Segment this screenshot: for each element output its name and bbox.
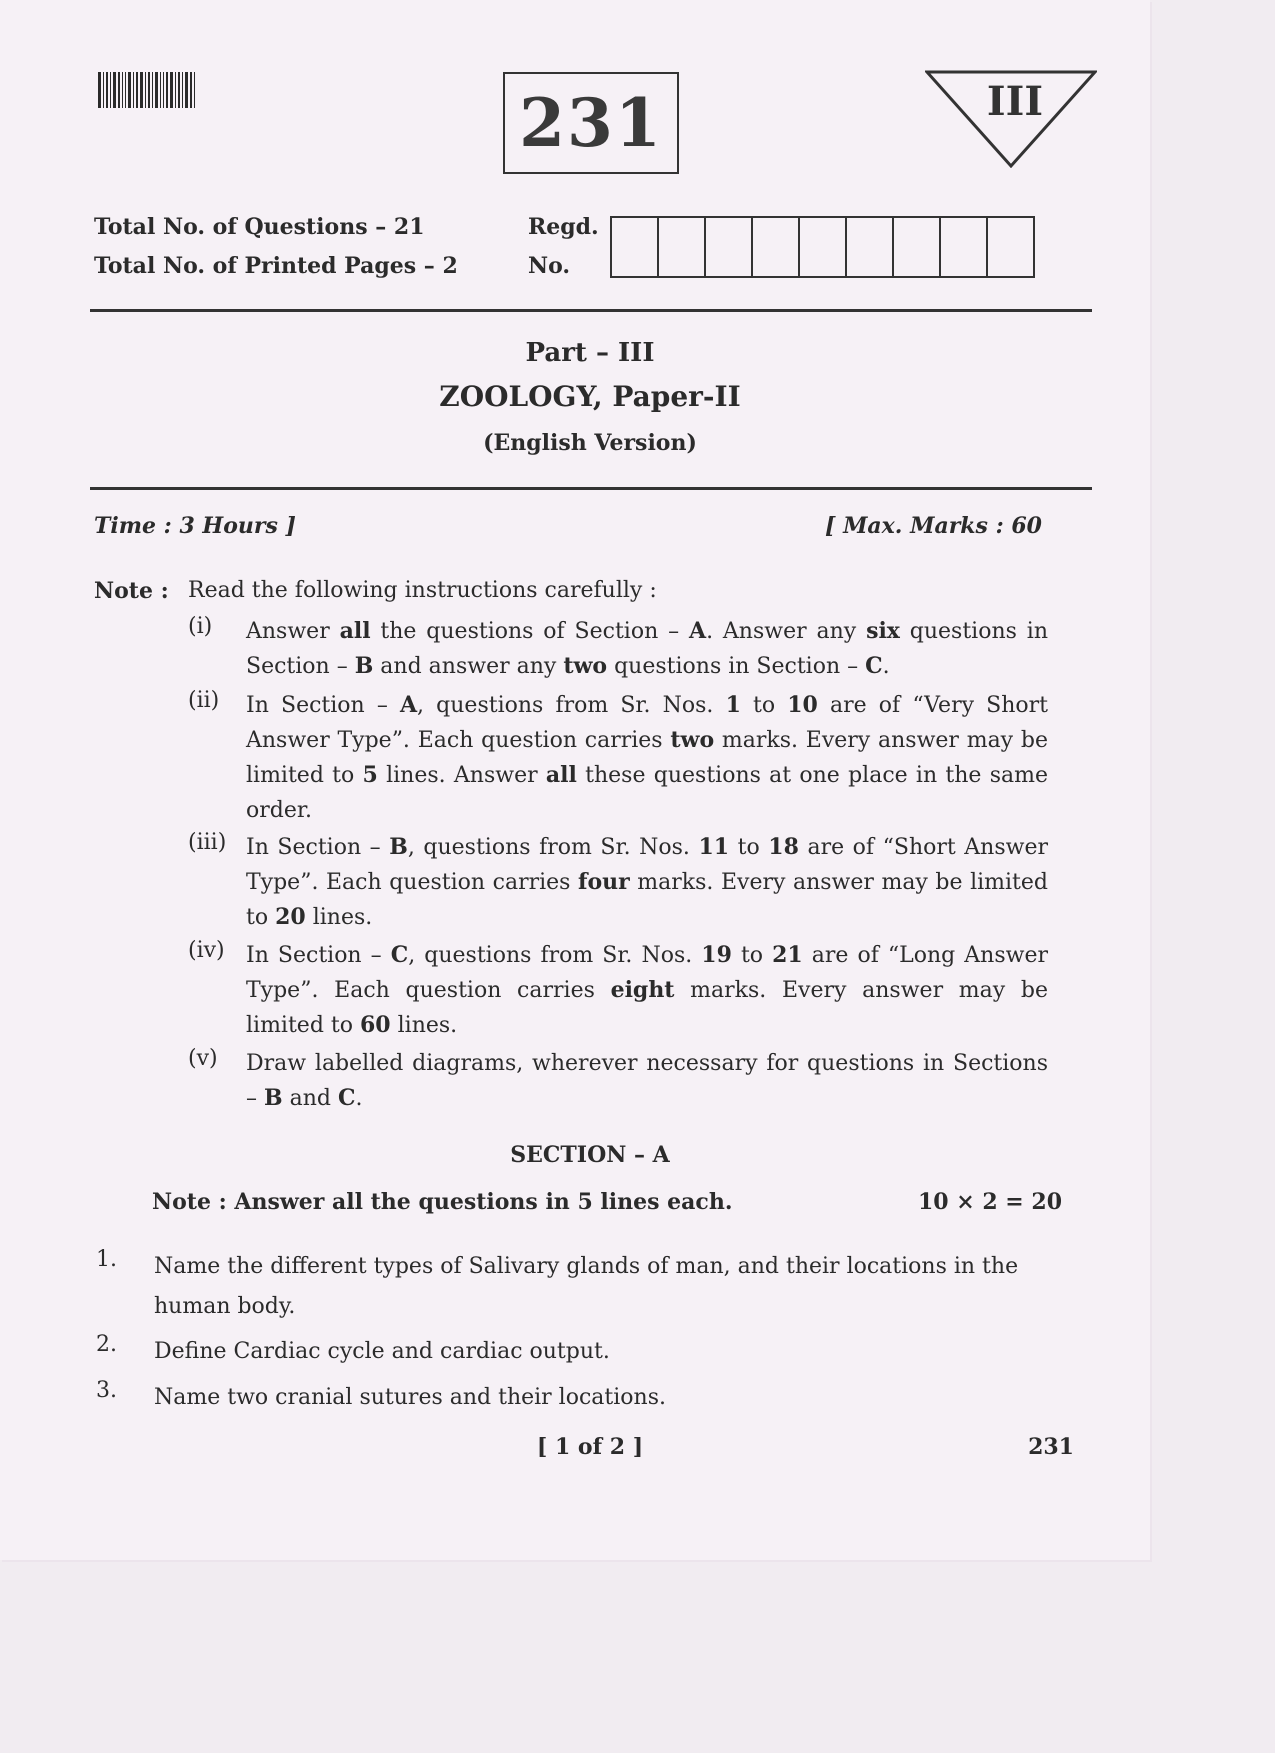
top-divider — [90, 309, 1092, 312]
barcode-bar — [175, 72, 176, 108]
version-title: (English Version) — [483, 430, 697, 456]
barcode-bar — [136, 72, 138, 108]
instruction-text: Draw labelled diagrams, wherever necessary for questions in Sections – B and C. — [246, 1051, 1048, 1111]
instruction-emphasis: B — [389, 834, 408, 860]
question-number: 1. — [96, 1247, 117, 1272]
paper-code-box — [503, 72, 679, 174]
instruction-emphasis: 19 — [701, 942, 732, 968]
instruction-number: (iii) — [188, 830, 227, 855]
instruction-emphasis: 60 — [360, 1012, 391, 1038]
instruction-item — [188, 1046, 1048, 1116]
instruction-text: In Section – B, questions from Sr. Nos. 11 to 18 are of “Short Answer Type”. Each question carries four marks. Every answer may be limited to 20 lines. — [246, 834, 1048, 930]
instruction-emphasis: A — [399, 692, 418, 718]
middle-divider — [90, 487, 1092, 490]
note-intro: Read the following instructions carefully : — [188, 578, 657, 603]
footer-paper-code: 231 — [1028, 1434, 1074, 1460]
barcode-bar — [163, 72, 164, 108]
page-indicator: [ 1 of 2 ] — [536, 1434, 644, 1460]
no-label: No. — [528, 253, 571, 279]
barcode-bar — [110, 72, 111, 108]
instruction-emphasis: 21 — [772, 942, 803, 968]
barcode-bar — [155, 72, 158, 108]
barcode-bar — [166, 72, 168, 108]
barcode-bar — [125, 72, 126, 108]
instruction-emphasis: two — [670, 727, 715, 753]
instruction-emphasis: 1 — [725, 692, 741, 718]
instruction-emphasis: six — [866, 618, 900, 644]
note-label: Note : — [94, 578, 169, 604]
instruction-item — [188, 830, 1048, 935]
instruction-emphasis: eight — [610, 977, 675, 1003]
barcode-bar — [103, 72, 104, 108]
barcode-bar — [140, 72, 143, 108]
instruction-emphasis: A — [688, 618, 707, 644]
reg-digit-box[interactable] — [892, 216, 941, 278]
instruction-text: In Section – C, questions from Sr. Nos. 19 to 21 are of “Long Answer Type”. Each question carries eight marks. Every answer may be limited to 60 lines. — [246, 942, 1048, 1038]
reg-digit-box[interactable] — [798, 216, 847, 278]
instruction-emphasis: 20 — [275, 904, 306, 930]
instruction-emphasis: two — [563, 653, 608, 679]
reg-digit-box[interactable] — [751, 216, 800, 278]
barcode-bar — [118, 72, 120, 108]
part-marker: III — [986, 78, 1044, 125]
instruction-emphasis: C — [865, 653, 883, 679]
reg-digit-box[interactable] — [845, 216, 894, 278]
reg-digit-box[interactable] — [657, 216, 706, 278]
reg-digit-box[interactable] — [704, 216, 753, 278]
barcode-bar — [194, 72, 195, 108]
instruction-text: In Section – A, questions from Sr. Nos. 1 to 10 are of “Very Short Answer Type”. Each question carries two marks. Every answer may be limited to 5 lines. Answer all these questions at one place in the same order. — [246, 692, 1048, 823]
question-number: 2. — [96, 1332, 117, 1357]
max-marks: [ Max. Marks : 60 — [825, 513, 1042, 539]
time-allowed: Time : 3 Hours ] — [94, 513, 296, 539]
barcode-bar — [128, 72, 131, 108]
instruction-emphasis: C — [337, 1085, 356, 1111]
instruction-item — [188, 938, 1048, 1043]
barcode-bar — [190, 72, 192, 108]
instruction-emphasis: B — [354, 653, 374, 679]
instruction-number: (ii) — [188, 688, 220, 713]
instruction-number: (i) — [188, 614, 213, 639]
section-a-note: Note : Answer all the questions in 5 lines each. — [152, 1189, 733, 1215]
regd-label: Regd. — [528, 214, 599, 240]
question-item — [96, 1378, 1036, 1418]
instruction-emphasis: 5 — [362, 762, 378, 788]
paper-code: 231 — [519, 84, 663, 162]
section-a-marks: 10 × 2 = 20 — [917, 1189, 1062, 1215]
barcode-bar — [160, 72, 161, 108]
part-title: Part – III — [525, 338, 655, 368]
barcode-bar — [145, 72, 146, 108]
instruction-emphasis: all — [545, 762, 577, 788]
question-number: 3. — [96, 1378, 117, 1403]
instruction-item — [188, 688, 1048, 828]
subject-title: ZOOLOGY, Paper-II — [439, 380, 741, 413]
barcode-bar — [178, 72, 180, 108]
barcode-bar — [122, 72, 123, 108]
barcode — [98, 72, 230, 108]
barcode-bar — [185, 72, 188, 108]
question-item — [96, 1247, 1036, 1327]
barcode-bar — [182, 72, 183, 108]
instruction-emphasis: B — [264, 1085, 283, 1111]
instruction-number: (v) — [188, 1046, 218, 1071]
barcode-bar — [106, 72, 108, 108]
question-item — [96, 1332, 1036, 1372]
barcode-bar — [170, 72, 173, 108]
question-text: Define Cardiac cycle and cardiac output. — [154, 1339, 610, 1364]
instruction-emphasis: 10 — [787, 692, 818, 718]
instruction-emphasis: 18 — [768, 834, 799, 860]
instruction-text: Answer all the questions of Section – A. Answer any six questions in Section – B and answer any two questions in Section – C. — [246, 618, 1048, 679]
total-pages: Total No. of Printed Pages – 2 — [94, 253, 458, 279]
question-text: Name the different types of Salivary glands of man, and their locations in the human body. — [154, 1254, 1019, 1319]
section-a-heading: SECTION – A — [510, 1142, 670, 1168]
registration-number-boxes[interactable] — [612, 216, 1035, 278]
reg-digit-box[interactable] — [939, 216, 988, 278]
barcode-bar — [98, 72, 101, 108]
reg-digit-box[interactable] — [610, 216, 659, 278]
instruction-emphasis: C — [390, 942, 409, 968]
instruction-emphasis: four — [578, 869, 630, 895]
question-text: Name two cranial sutures and their locations. — [154, 1385, 666, 1410]
barcode-bar — [148, 72, 150, 108]
total-questions: Total No. of Questions – 21 — [94, 214, 425, 240]
reg-digit-box[interactable] — [986, 216, 1035, 278]
instruction-number: (iv) — [188, 938, 225, 963]
barcode-bar — [113, 72, 116, 108]
instruction-emphasis: 11 — [698, 834, 730, 860]
barcode-bar — [133, 72, 134, 108]
instruction-emphasis: all — [339, 618, 371, 644]
instruction-item — [188, 614, 1048, 684]
barcode-bar — [152, 72, 153, 108]
